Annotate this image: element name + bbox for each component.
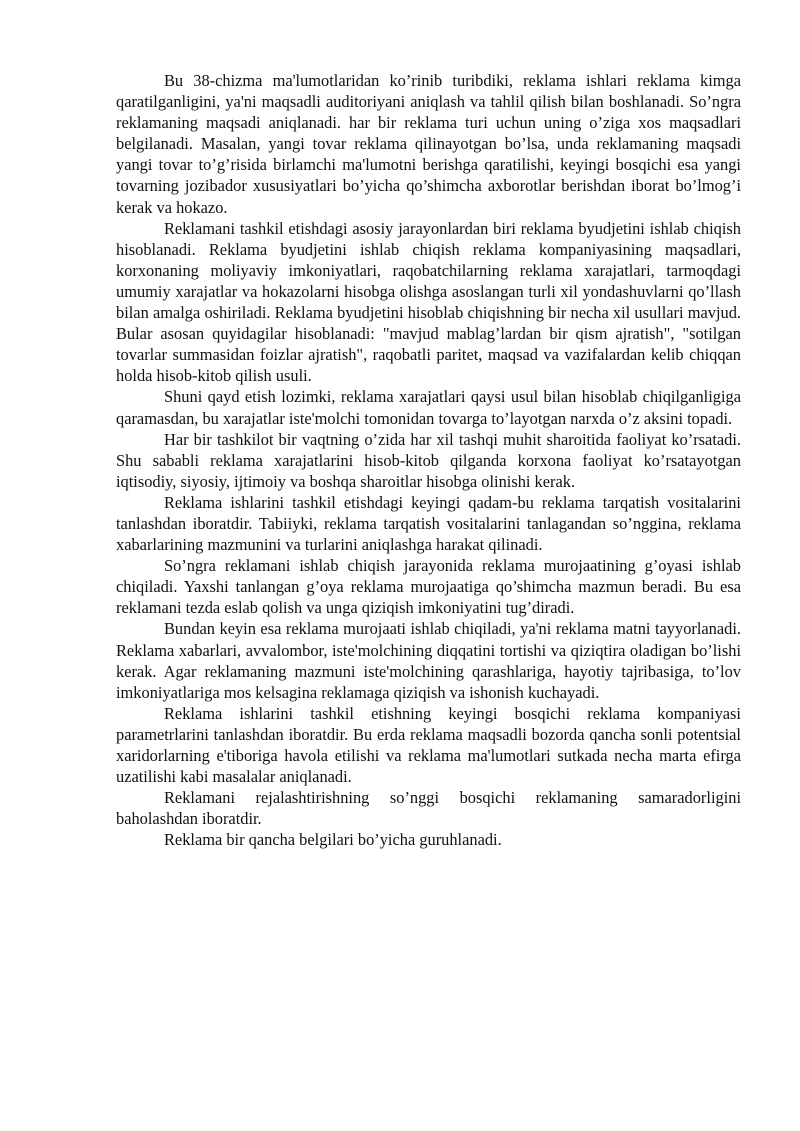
paragraph: Reklamani rejalashtirishning so’nggi bosqichi reklamaning samaradorligini baholashdan iboratdir.	[116, 788, 741, 829]
document-page	[116, 70, 741, 850]
paragraph: Reklamani tashkil etishdagi asosiy jarayonlardan biri reklama byudjetini ishlab chiqish hisoblanadi. Reklama byudjetini ishlab chiqish reklama kompaniyasining maqsadlari, korxonaning moliyaviy imkoniyatlari, raqobatchilarning reklama xarajatlari, tarmoqdagi umumiy xarajatlar va hokazolarni hisobga olishga asoslangan turli xil yondashuvlarni qo’llash bilan amalga oshiriladi. Reklama byudjetini hisoblab chiqishning bir necha xil usullari mavjud. Bular asosan quyidagilar hisoblanadi: "mavjud mablag’lardan bir qism ajratish", "sotilgan tovarlar summasidan foizlar ajratish", raqobatli paritet, maqsad va vazifalardan kelib chiqqan holda hisob-kitob qilish usuli.	[116, 218, 741, 386]
paragraph: Shuni qayd etish lozimki, reklama xarajatlari qaysi usul bilan hisoblab chiqilganligiga qaramasdan, bu xarajatlar iste'molchi tomonidan tovarga to’layotgan narxda o’z aksini topadi.	[116, 387, 741, 428]
paragraph: Reklama bir qancha belgilari bo’yicha guruhlanadi.	[164, 830, 502, 850]
paragraph: Reklama ishlarini tashkil etishning keyingi bosqichi reklama kompaniyasi parametrlarini tanlashdan iboratdir. Bu erda reklama maqsadli bozorda qancha sonli potentsial xaridorlarning e'tiboriga havola etilishi va reklama ma'lumotlari sutkada necha marta efirga uzatilishi kabi masalalar aniqlanadi.	[116, 703, 741, 787]
paragraph: So’ngra reklamani ishlab chiqish jarayonida reklama murojaatining g’oyasi ishlab chiqiladi. Yaxshi tanlangan g’oya reklama murojaatiga qo’shimcha mazmun beradi. Bu esa reklamani tezda eslab qolish va unga qiziqish imkoniyatini tug’diradi.	[116, 556, 741, 618]
paragraph: Har bir tashkilot bir vaqtning o’zida har xil tashqi muhit sharoitida faoliyat ko’rsatadi. Shu sababli reklama xarajatlarini hisob-kitob qilganda korxona faoliyat ko’rsatayotgan iqtisodiy, siyosiy, ijtimoiy va boshqa sharoitlar hisobga olinishi kerak.	[116, 429, 741, 491]
paragraph: Reklama ishlarini tashkil etishdagi keyingi qadam-bu reklama tarqatish vositalarini tanlashdan iboratdir. Tabiiyki, reklama tarqatish vositalarini tanlagandan so’nggina, reklama xabarlarining mazmunini va turlarini aniqlashga harakat qilinadi.	[116, 492, 741, 555]
paragraph: Bundan keyin esa reklama murojaati ishlab chiqiladi, ya'ni reklama matni tayyorlanadi. Reklama xabarlari, avvalombor, iste'molchining diqqatini tortishi va qiziqtira oladigan bo’lishi kerak. Agar reklamaning mazmuni iste'molchining qarashlariga, hayotiy tajribasiga, to’lov imkoniyatlariga mos kelsagina reklamaga qiziqish va ishonish kuchayadi.	[116, 619, 741, 702]
paragraph: Bu 38-chizma ma'lumotlaridan ko’rinib turibdiki, reklama ishlari reklama kimga qaratilganligini, ya'ni maqsadli auditoriyani aniqlash va tahlil qilish bilan boshlanadi. So’ngra reklamaning maqsadi aniqlanadi. har bir reklama turi uchun uning o’ziga xos maqsadlari belgilanadi. Masalan, yangi tovar reklama qilinayotgan bo’lsa, unda reklamaning maqsadi yangi tovar to’g’risida birlamchi ma'lumotni berishga qaratilishi, keyingi bosqichi esa yangi tovarning jozibador xususiyatlari bo’yicha qo’shimcha axborotlar berishdan iborat bo’lmog’i kerak va hokazo.	[116, 71, 741, 217]
